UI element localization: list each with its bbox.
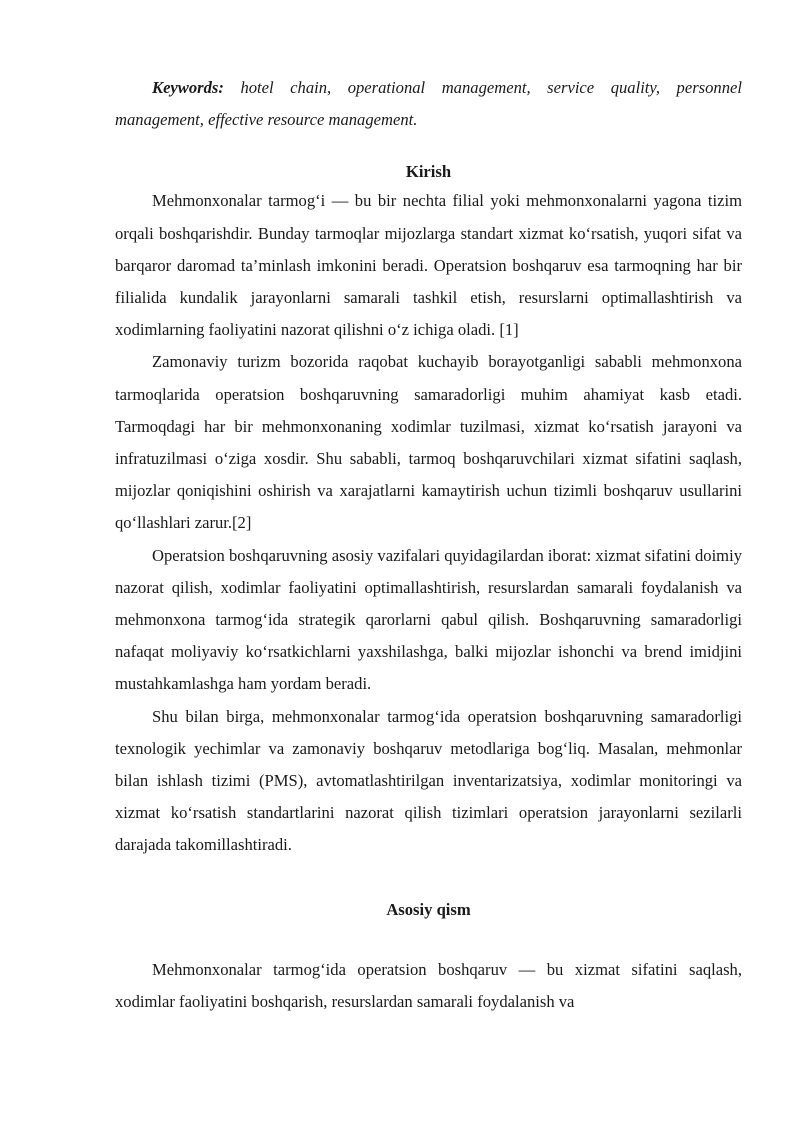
paragraph-1: Mehmonxonalar tarmog‘i — bu bir nechta filial yoki mehmonxonalarni yagona tizim orqali boshqarishdir. Bunday tarmoqlar mijozlarga standart xizmat ko‘rsatish, yuqori sifat va barqaror daromad ta’minlash imkonini beradi. Operatsion boshqaruv esa tarmoqning har bir filialida kundalik jarayonlarni samarali tashkil etish, resurslarni optimallashtirish va xodimlarning faoliyatini nazorat qilishni o‘z ichiga oladi. [1] (115, 191, 742, 340)
paragraph-5: Mehmonxonalar tarmog‘ida operatsion boshqaruv — bu xizmat sifatini saqlash, xodimlar faoliyatini boshqarish, resurslardan samarali foydalanish va (115, 959, 742, 1011)
paragraph-4: Shu bilan birga, mehmonxonalar tarmog‘ida operatsion boshqaruvning samaradorligi texnologik yechimlar va zamonaviy boshqaruv metodlariga bog‘liq. Masalan, mehmonlar bilan ishlash tizimi (PMS), avtomatlashtirilgan inventarizatsiya, xodimlar monitoringi va xizmat ko‘rsatish standartlarini nazorat qilish tizimlari operatsion jarayonlarni sezilarli darajada takomillashtiradi. (115, 706, 742, 855)
section-heading-asosiy-qism: Asosiy qism (386, 899, 471, 919)
paragraph-3: Operatsion boshqaruvning asosiy vazifalari quyidagilardan iborat: xizmat sifatini doimiy nazorat qilish, xodimlar faoliyatini optimallashtirish, resurslardan samarali foydalanish va mehmonxona tarmog‘ida strategik qarorlarni qabul qilish. Boshqaruvning samaradorligi nafaqat moliyaviy ko‘rsatkichlarni yaxshilashga, balki mijozlar ishonchi va brend imidjini mustahkamlashga ham yordam beradi. (115, 545, 742, 694)
keywords-label: Keywords: (152, 78, 224, 97)
keywords-paragraph (115, 72, 742, 136)
paragraph-2: Zamonaviy turizm bozorida raqobat kuchayib borayotganligi sababli mehmonxona tarmoqlarida operatsion boshqaruvning samaradorligi muhim ahamiyat kasb etadi. Tarmoqdagi har bir mehmonxonaning xodimlar tuzilmasi, xizmat ko‘rsatish jarayoni va infratuzilmasi o‘ziga xosdir. Shu sababli, tarmoq boshqaruvchilari xizmat sifatini saqlash, mijozlar qoniqishini oshirish va xarajatlarni kamaytirish uchun tizimli boshqaruv usullarini qo‘llashlari zarur.[2] (115, 352, 742, 533)
section-heading-kirish: Kirish (405, 162, 452, 182)
document-page (115, 72, 742, 1018)
keywords-text: hotel chain, operational management, service quality, personnel management, effective resource management. (115, 78, 742, 130)
